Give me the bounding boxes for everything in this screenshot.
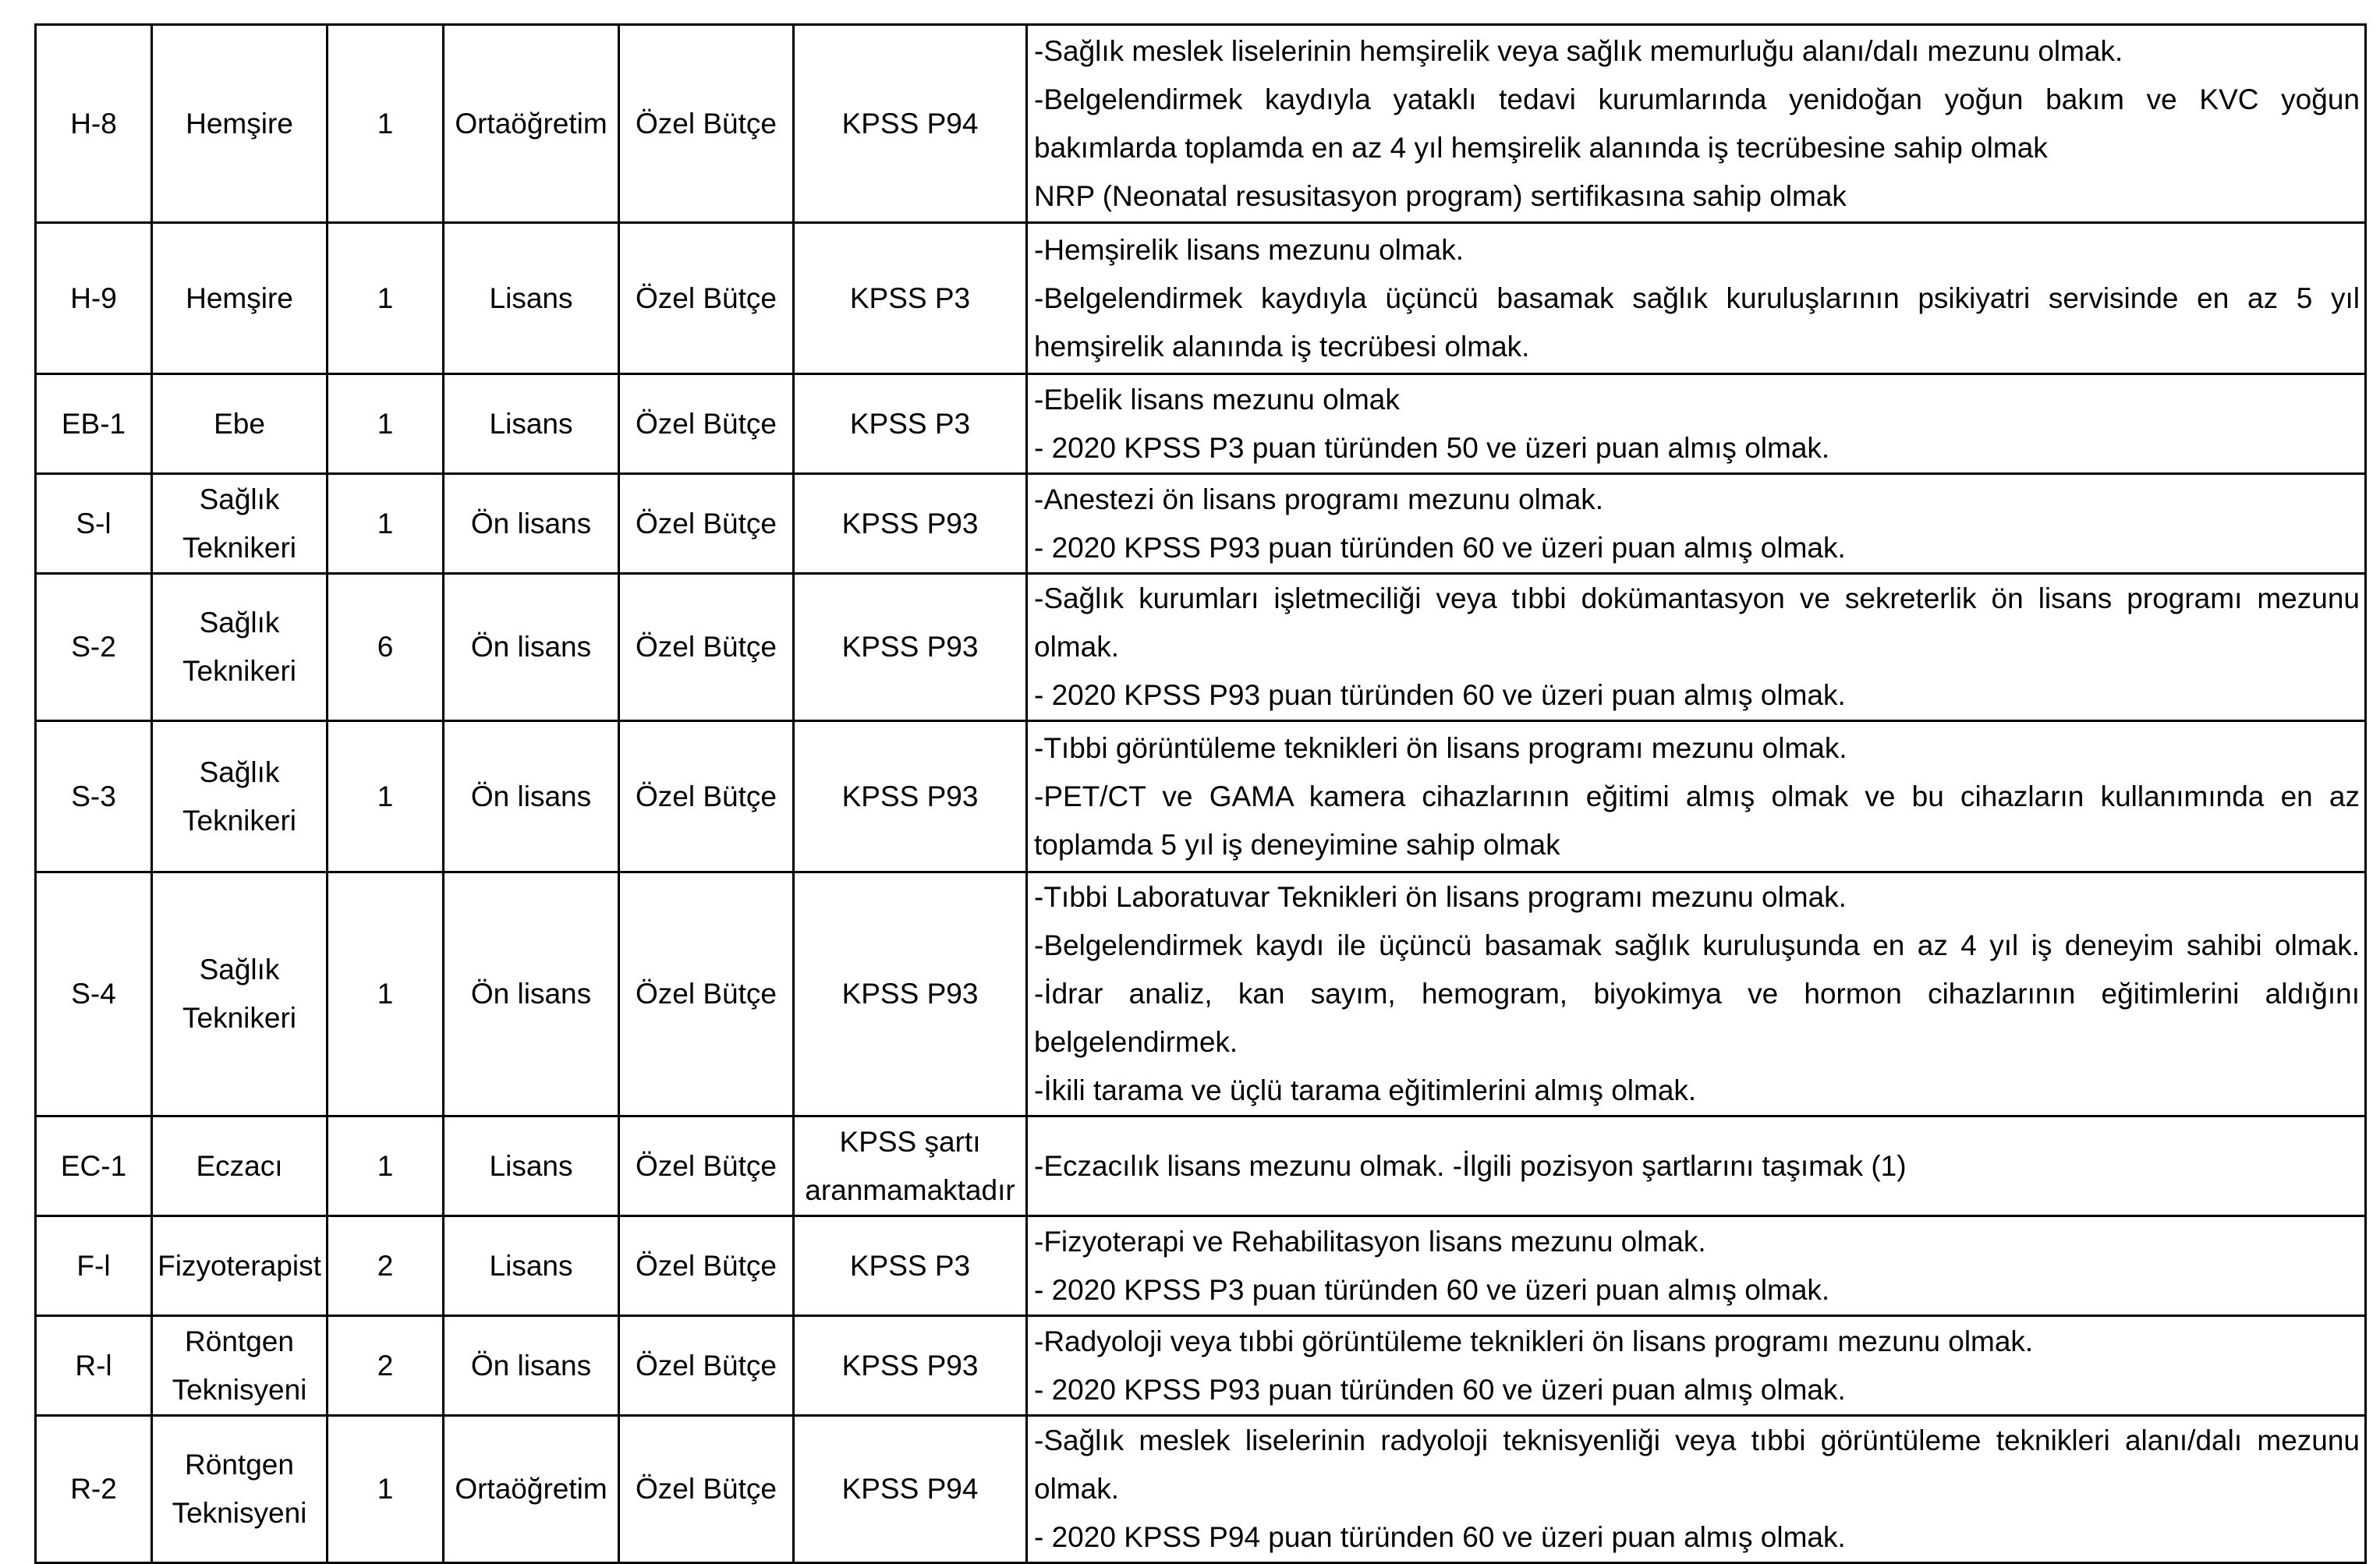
budget-type-cell: Özel Bütçe (619, 474, 794, 574)
kpss-score-type-cell (794, 474, 1027, 574)
position-title-line: Teknikeri (182, 655, 296, 687)
position-title-line: Teknikeri (182, 1002, 296, 1034)
requirement-line: -Eczacılık lisans mezunu olmak. -İlgili pozisyon şartlarını taşımak (1) (1034, 1149, 1907, 1182)
budget-type-cell: Özel Bütçe (619, 1216, 794, 1316)
position-code-cell: F-l (36, 1216, 152, 1316)
requirements-cell (1027, 374, 2366, 474)
table-row (36, 25, 2366, 223)
budget-type-cell: Özel Bütçe (619, 574, 794, 721)
education-level-cell: Ön lisans (444, 1316, 619, 1416)
requirement-line: -Radyoloji veya tıbbi görüntüleme teknikleri ön lisans programı mezunu olmak. (1034, 1325, 2034, 1357)
position-title-line: Sağlık (199, 607, 280, 639)
position-code-cell: H-8 (36, 25, 152, 223)
kpss-score-type-cell (794, 374, 1027, 474)
education-level-cell: Lisans (444, 1216, 619, 1316)
requirement-line: - 2020 KPSS P93 puan türünden 60 ve üzeri puan almış olmak. (1034, 531, 1846, 564)
requirement-line: - 2020 KPSS P93 puan türünden 60 ve üzeri puan almış olmak. (1034, 679, 1846, 711)
requirement-line: - 2020 KPSS P93 puan türünden 60 ve üzeri puan almış olmak. (1034, 1373, 1846, 1406)
position-count-cell: 1 (328, 872, 444, 1116)
position-title-cell (152, 374, 328, 474)
position-title-cell (152, 574, 328, 721)
requirement-line: -Anestezi ön lisans programı mezunu olmak. (1034, 483, 1604, 515)
requirement-line: -Tıbbi Laboratuvar Teknikleri ön lisans programı mezunu olmak. (1034, 881, 1847, 913)
kpss-score-type-line: KPSS P93 (841, 631, 979, 663)
requirements-cell (1027, 25, 2366, 223)
requirements-cell (1027, 1316, 2366, 1416)
education-level-cell: Lisans (444, 374, 619, 474)
requirements-cell (1027, 574, 2366, 721)
position-title-cell (152, 1416, 328, 1563)
table-row (36, 223, 2366, 374)
requirement-line: -Hemşirelik lisans mezunu olmak. (1034, 233, 1464, 266)
position-title-line: Ebe (214, 407, 265, 440)
table-row (36, 1116, 2366, 1216)
position-title-cell (152, 721, 328, 872)
kpss-score-type-cell (794, 25, 1027, 223)
kpss-score-type-line: KPSS P93 (841, 507, 979, 540)
table-row (36, 1316, 2366, 1416)
kpss-score-type-line: KPSS P3 (849, 281, 971, 314)
position-count-cell: 1 (328, 223, 444, 374)
position-code-cell: S-3 (36, 721, 152, 872)
table-row (36, 474, 2366, 574)
position-title-line: Sağlık (199, 954, 280, 985)
education-level-cell: Ön lisans (444, 721, 619, 872)
document-page (34, 23, 2364, 1564)
positions-table (34, 23, 2367, 1564)
position-count-cell: 1 (328, 474, 444, 574)
requirements-cell (1027, 1216, 2366, 1316)
position-title-cell (152, 474, 328, 574)
requirement-line: NRP (Neonatal resusitasyon program) sertifikasına sahip olmak (1034, 179, 1847, 212)
requirements-cell (1027, 1416, 2366, 1563)
kpss-score-type-cell (794, 721, 1027, 872)
kpss-score-type-line: aranmamaktadır (805, 1173, 1015, 1206)
requirement-line: - 2020 KPSS P3 puan türünden 60 ve üzeri puan almış olmak. (1034, 1273, 1830, 1306)
budget-type-cell: Özel Bütçe (619, 1116, 794, 1216)
requirement-line: -Sağlık meslek liselerinin radyoloji teknisyenliği veya tıbbi görüntüleme teknikleri alanı/dalı mezunu olmak. (1034, 1424, 2360, 1505)
kpss-score-type-cell (794, 574, 1027, 721)
kpss-score-type-cell (794, 1316, 1027, 1416)
position-count-cell: 1 (328, 374, 444, 474)
position-count-cell: 1 (328, 25, 444, 223)
position-title-line: Sağlık (199, 483, 280, 515)
requirement-line: -Belgelendirmek kaydıyla yataklı tedavi kurumlarında yenidoğan yoğun bakım ve KVC yoğun bakımlarda toplamda en az 4 yıl hemşirelik alanında iş tecrübesine sahip olmak (1034, 83, 2360, 164)
kpss-score-type-line: KPSS P3 (849, 407, 971, 440)
education-level-cell: Ön lisans (444, 872, 619, 1116)
position-code-cell: EB-1 (36, 374, 152, 474)
position-title-line: Röntgen (185, 1325, 294, 1357)
position-title-line: Teknisyeni (172, 1373, 307, 1406)
requirement-line: -Sağlık meslek liselerinin hemşirelik veya sağlık memurluğu alanı/dalı mezunu olmak. (1034, 34, 2123, 67)
budget-type-cell: Özel Bütçe (619, 374, 794, 474)
position-code-cell: S-l (36, 474, 152, 574)
kpss-score-type-cell (794, 872, 1027, 1116)
requirement-line: -Fizyoterapi ve Rehabilitasyon lisans mezunu olmak. (1034, 1225, 1706, 1258)
position-title-line: Eczacı (196, 1149, 283, 1182)
position-title-line: Teknikeri (182, 804, 296, 837)
position-count-cell: 2 (328, 1316, 444, 1416)
budget-type-cell: Özel Bütçe (619, 223, 794, 374)
position-title-cell (152, 223, 328, 374)
requirements-cell (1027, 721, 2366, 872)
requirement-line: -İkili tarama ve üçlü tarama eğitimlerini almış olmak. (1034, 1074, 1697, 1106)
budget-type-cell: Özel Bütçe (619, 872, 794, 1116)
kpss-score-type-cell (794, 223, 1027, 374)
position-title-line: Teknikeri (182, 531, 296, 564)
position-count-cell: 1 (328, 1116, 444, 1216)
budget-type-cell: Özel Bütçe (619, 1316, 794, 1416)
position-code-cell: S-4 (36, 872, 152, 1116)
position-count-cell: 1 (328, 1416, 444, 1563)
education-level-cell: Lisans (444, 1116, 619, 1216)
table-row (36, 374, 2366, 474)
requirement-line: -Belgelendirmek kaydıyla üçüncü basamak sağlık kuruluşlarının psikiyatri servisinde en az 5 yıl hemşirelik alanında iş tecrübesi olmak. (1034, 281, 2360, 363)
kpss-score-type-line: KPSS P93 (841, 978, 979, 1010)
position-title-cell (152, 1216, 328, 1316)
requirement-line: -Ebelik lisans mezunu olmak (1034, 383, 1400, 416)
position-code-cell: S-2 (36, 574, 152, 721)
position-title-line: Röntgen (185, 1449, 294, 1481)
requirements-cell (1027, 1116, 2366, 1216)
kpss-score-type-cell (794, 1116, 1027, 1216)
requirement-line: -PET/CT ve GAMA kamera cihazlarının eğitimi almış olmak ve bu cihazların kullanımında en az toplamda 5 yıl iş deneyimine sahip olmak (1034, 780, 2360, 861)
kpss-score-type-line: KPSS P93 (841, 1349, 979, 1382)
position-title-line: Teknisyeni (172, 1497, 307, 1529)
kpss-score-type-cell (794, 1416, 1027, 1563)
table-row (36, 1416, 2366, 1563)
position-title-cell (152, 872, 328, 1116)
kpss-score-type-line: KPSS P94 (841, 107, 979, 140)
position-code-cell: EC-1 (36, 1116, 152, 1216)
education-level-cell: Ortaöğretim (444, 25, 619, 223)
requirements-cell (1027, 474, 2366, 574)
kpss-score-type-line: KPSS şartı (839, 1125, 981, 1158)
kpss-score-type-line: KPSS P3 (849, 1249, 971, 1282)
table-row (36, 574, 2366, 721)
requirement-line: - 2020 KPSS P94 puan türünden 60 ve üzeri puan almış olmak. (1034, 1521, 1846, 1553)
position-title-line: Hemşire (186, 107, 293, 140)
requirements-cell (1027, 223, 2366, 374)
table-row (36, 872, 2366, 1116)
position-count-cell: 6 (328, 574, 444, 721)
requirements-cell (1027, 872, 2366, 1116)
education-level-cell: Lisans (444, 223, 619, 374)
position-title-line: Hemşire (186, 281, 293, 314)
requirement-line: - 2020 KPSS P3 puan türünden 50 ve üzeri puan almış olmak. (1034, 431, 1830, 464)
budget-type-cell: Özel Bütçe (619, 1416, 794, 1563)
table-row (36, 1216, 2366, 1316)
position-title-cell (152, 1316, 328, 1416)
kpss-score-type-line: KPSS P93 (841, 780, 979, 812)
position-title-cell (152, 25, 328, 223)
position-code-cell: R-2 (36, 1416, 152, 1563)
budget-type-cell: Özel Bütçe (619, 25, 794, 223)
position-count-cell: 1 (328, 721, 444, 872)
position-code-cell: R-l (36, 1316, 152, 1416)
position-count-cell: 2 (328, 1216, 444, 1316)
position-code-cell: H-9 (36, 223, 152, 374)
position-title-line: Sağlık (199, 755, 280, 788)
requirement-line: -Belgelendirmek kaydı ile üçüncü basamak sağlık kuruluşunda en az 4 yıl iş deneyim sahibi olmak. -İdrar analiz, kan sayım, hemogram, biyokimya ve hormon cihazlarının eğitimlerini aldığını belgelendirmek. (1034, 929, 2360, 1058)
requirement-line: -Sağlık kurumları işletmeciliği veya tıbbi dokümantasyon ve sekreterlik ön lisans programı mezunu olmak. (1034, 582, 2360, 663)
position-title-line: Fizyoterapist (158, 1249, 321, 1282)
education-level-cell: Ön lisans (444, 474, 619, 574)
kpss-score-type-cell (794, 1216, 1027, 1316)
budget-type-cell: Özel Bütçe (619, 721, 794, 872)
education-level-cell: Ortaöğretim (444, 1416, 619, 1563)
position-title-cell (152, 1116, 328, 1216)
table-body (36, 25, 2366, 1563)
kpss-score-type-line: KPSS P94 (841, 1473, 979, 1505)
education-level-cell: Ön lisans (444, 574, 619, 721)
table-row (36, 721, 2366, 872)
requirement-line: -Tıbbi görüntüleme teknikleri ön lisans programı mezunu olmak. (1034, 731, 1847, 764)
